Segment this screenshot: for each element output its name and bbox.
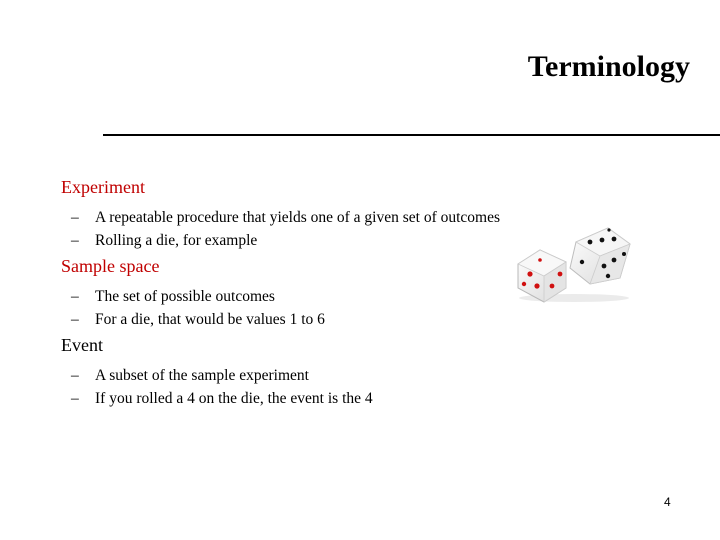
bullet-dash: – <box>71 232 79 249</box>
bullet-item <box>61 364 661 387</box>
bullet-dash: – <box>71 367 79 384</box>
page-number: 4 <box>664 495 671 509</box>
bullet-dash: – <box>71 209 79 226</box>
bullet-text: If you rolled a 4 on the die, the event is the 4 <box>95 390 373 407</box>
dice-icon <box>510 222 638 304</box>
bullet-item <box>61 308 661 331</box>
bullet-item <box>61 387 661 410</box>
section-heading-experiment: Experiment <box>61 177 145 197</box>
bullet-text: For a die, that would be values 1 to 6 <box>95 311 325 328</box>
slide-title: Terminology <box>527 50 690 83</box>
bullet-dash: – <box>71 390 79 407</box>
bullet-dash: – <box>71 288 79 305</box>
bullet-text: The set of possible outcomes <box>95 288 275 305</box>
bullet-text: Rolling a die, for example <box>95 232 258 249</box>
bullet-text: A repeatable procedure that yields one of a given set of outcomes <box>95 209 501 226</box>
section-event <box>61 334 661 410</box>
title-divider <box>103 134 720 136</box>
bullet-text: A subset of the sample experiment <box>95 367 309 384</box>
bullet-list-event <box>61 364 661 410</box>
section-heading-event: Event <box>61 335 103 355</box>
bullet-dash: – <box>71 311 79 328</box>
die-back <box>570 228 630 284</box>
section-heading-sample-space: Sample space <box>61 256 160 276</box>
